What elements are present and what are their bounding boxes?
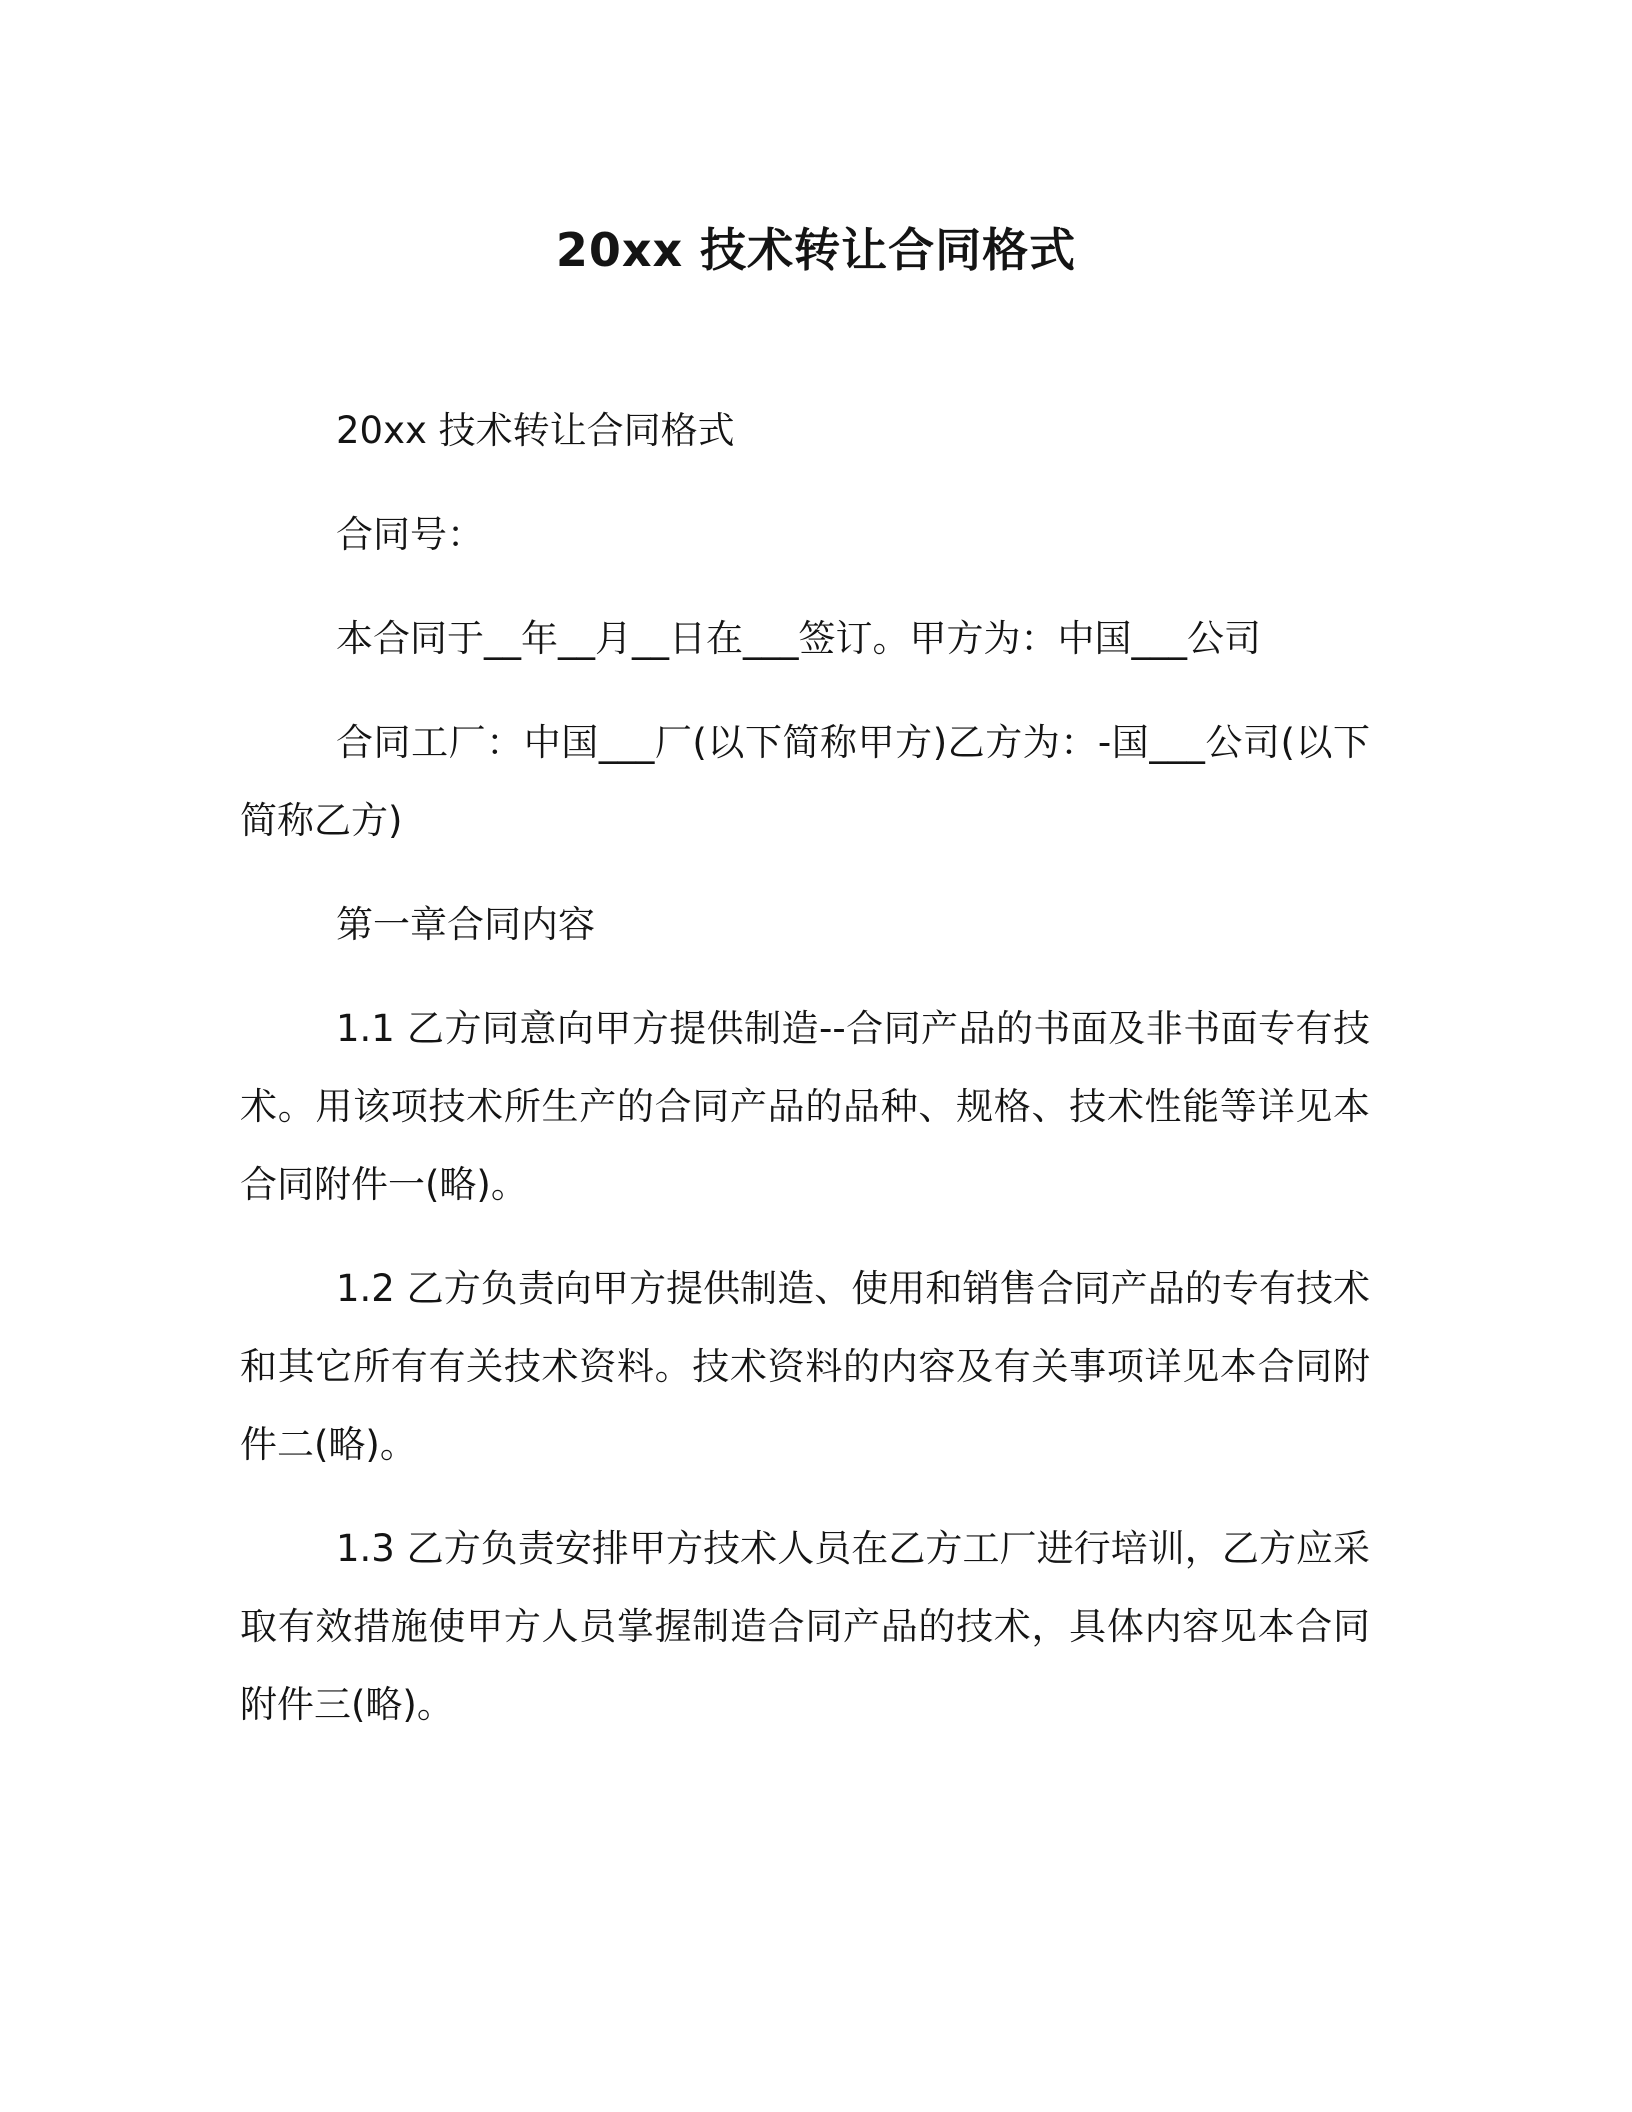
document-title: 20xx 技术转让合同格式	[555, 223, 1077, 277]
chapter-heading: 第一章合同内容	[336, 903, 595, 946]
paragraph-parties: 合同工厂：中国___厂(以下简称甲方)乙方为：-国___公司(以下简称乙方)	[240, 721, 1370, 842]
paragraph-contract-number: 合同号：	[336, 513, 484, 556]
paragraph-signing-info: 本合同于__年__月__日在___签订。甲方为：中国___公司	[336, 617, 1261, 660]
clause-1-1: 1.1 乙方同意向甲方提供制造--合同产品的书面及非书面专有技术。用该项技术所生产的合同产品的品种、规格、技术性能等详见本合同附件一(略)。	[240, 1007, 1370, 1206]
clause-1-3: 1.3 乙方负责安排甲方技术人员在乙方工厂进行培训，乙方应采取有效措施使甲方人员掌握制造合同产品的技术，具体内容见本合同附件三(略)。	[240, 1527, 1370, 1726]
clause-1-2: 1.2 乙方负责向甲方提供制造、使用和销售合同产品的专有技术和其它所有有关技术资料。技术资料的内容及有关事项详见本合同附件二(略)。	[240, 1267, 1370, 1466]
paragraph-subtitle: 20xx 技术转让合同格式	[336, 409, 735, 452]
document-body	[240, 392, 1370, 1770]
